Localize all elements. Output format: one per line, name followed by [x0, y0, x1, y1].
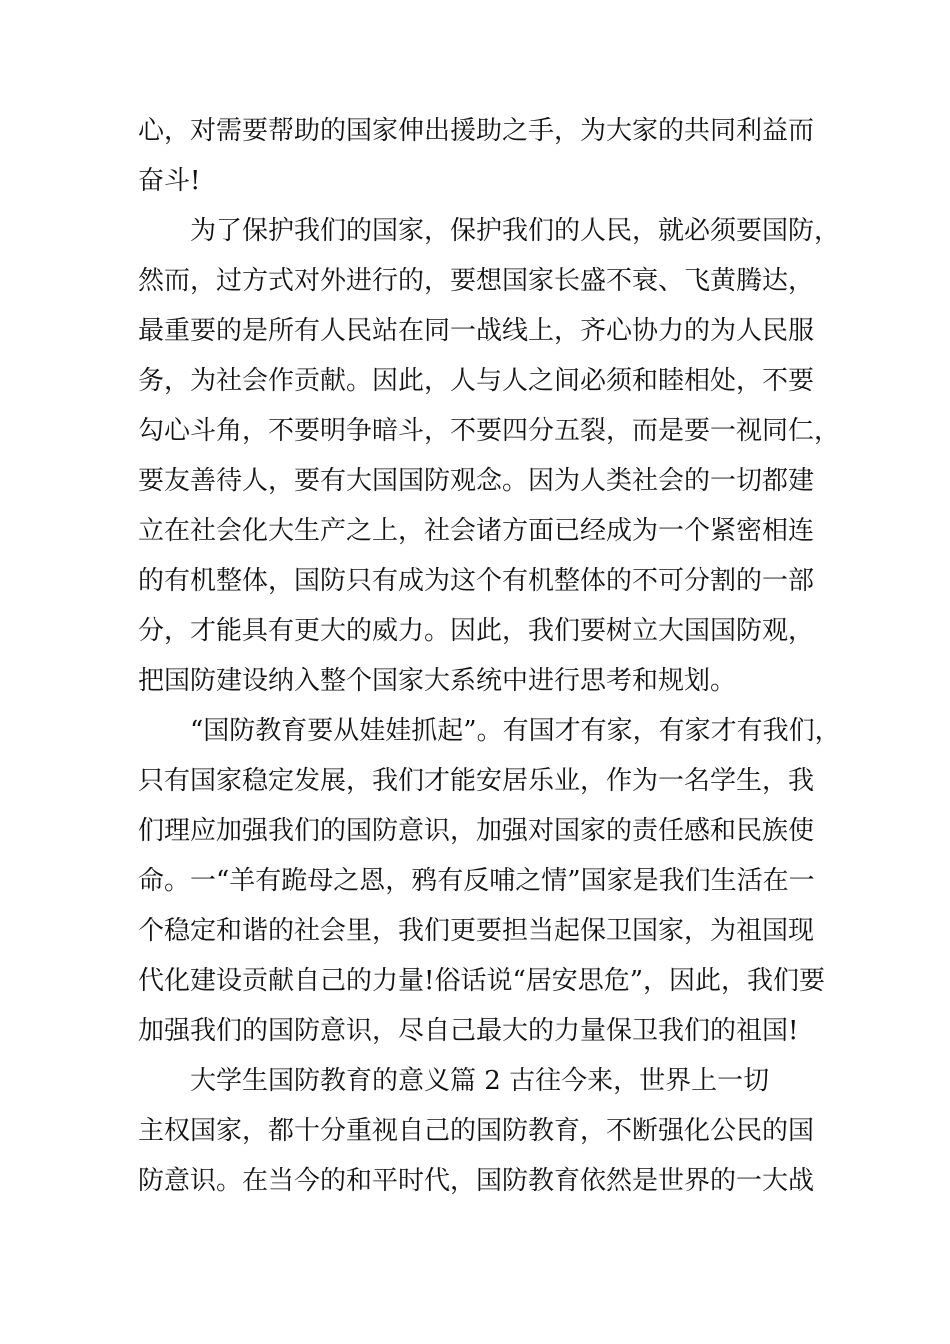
paragraph-start-line: 为了保护我们的国家，保护我们的人民，就必须要国防，: [190, 216, 841, 246]
paragraph-start-line: “国防教育要从娃娃抓起”。有国才有家，有家才有我们，: [190, 716, 841, 746]
text-line: 个稳定和谐的社会里，我们更要担当起保卫国家，为祖国现: [138, 916, 815, 946]
text-line: 代化建设贡献自己的力量!俗话说“居安思危”，因此，我们要: [138, 966, 826, 996]
text-line: 的有机整体，国防只有成为这个有机整体的不可分割的一部: [138, 566, 815, 596]
text-line: 们理应加强我们的国防意识，加强对国家的责任感和民族使: [138, 816, 815, 846]
text-line: 然而，过方式对外进行的，要想国家长盛不衰、飞黄腾达，: [138, 266, 815, 296]
text-line: 勾心斗角，不要明争暗斗，不要四分五裂，而是要一视同仁，: [138, 416, 841, 446]
text-line: 务，为社会作贡献。因此，人与人之间必须和睦相处，不要: [138, 366, 815, 396]
text-line: 命。一“羊有跪母之恩，鸦有反哺之情”国家是我们生活在一: [138, 866, 815, 896]
text-line: 加强我们的国防意识，尽自己最大的力量保卫我们的祖国!: [138, 1016, 799, 1046]
text-line: 要友善待人，要有大国国防观念。因为人类社会的一切都建: [138, 466, 815, 496]
text-line: 主权国家，都十分重视自己的国防教育，不断强化公民的国: [138, 1116, 815, 1146]
paragraph-start-line: 大学生国防教育的意义篇 2 古往今来，世界上一切: [190, 1066, 770, 1096]
text-line: 最重要的是所有人民站在同一战线上，齐心协力的为人民服: [138, 316, 815, 346]
text-line: 防意识。在当今的和平时代，国防教育依然是世界的一大战: [138, 1166, 815, 1196]
text-line: 奋斗!: [138, 166, 201, 196]
text-line: 立在社会化大生产之上，社会诸方面已经成为一个紧密相连: [138, 516, 815, 546]
text-line: 把国防建设纳入整个国家大系统中进行思考和规划。: [138, 666, 737, 696]
text-line: 分，才能具有更大的威力。因此，我们要树立大国国防观，: [138, 616, 815, 646]
text-line: 心，对需要帮助的国家伸出援助之手，为大家的共同利益而: [138, 116, 815, 146]
text-line: 只有国家稳定发展，我们才能安居乐业，作为一名学生，我: [138, 766, 815, 796]
body-text: [138, 106, 841, 1206]
